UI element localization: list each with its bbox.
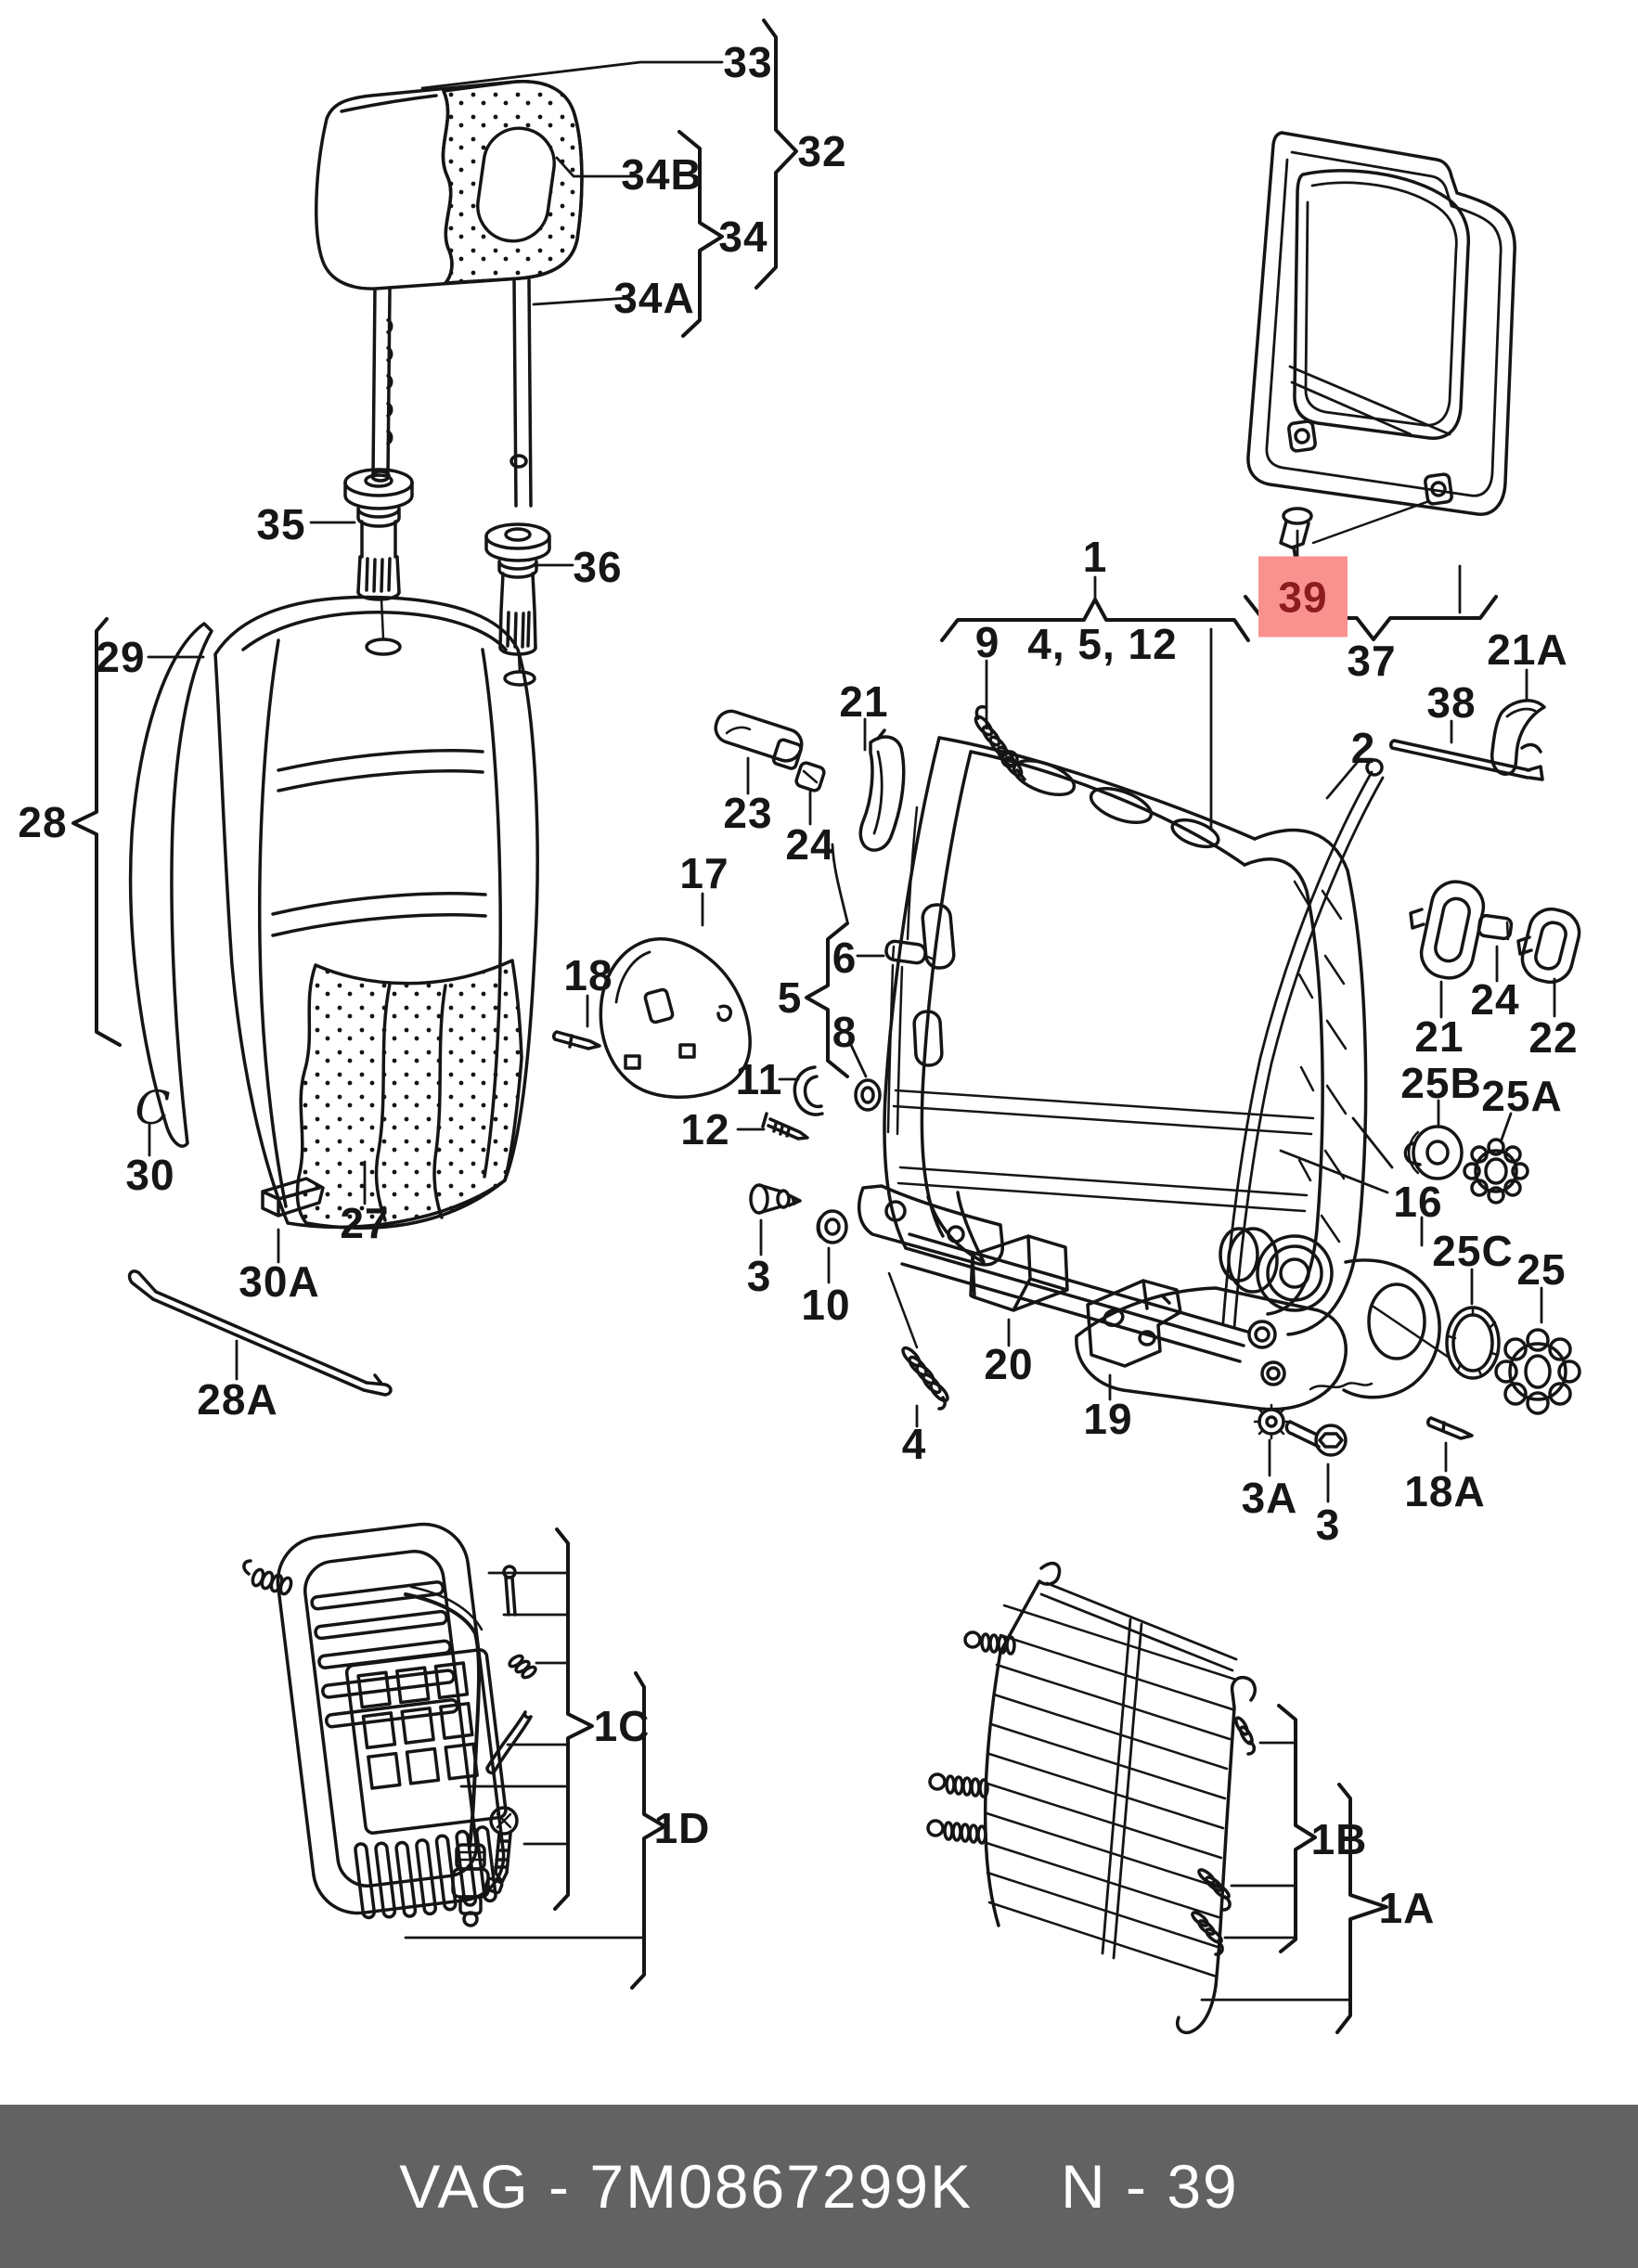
part-label-33[interactable]: 33	[723, 38, 773, 86]
part-label-38[interactable]: 38	[1426, 678, 1477, 727]
headrest-drawing	[316, 82, 582, 506]
part-label-3-left[interactable]: 3	[746, 1252, 772, 1300]
part-label-19[interactable]: 19	[1083, 1395, 1133, 1443]
part-label-4[interactable]: 4	[901, 1420, 927, 1468]
part-label-18[interactable]: 18	[563, 951, 613, 999]
part-label-10[interactable]: 10	[801, 1281, 851, 1329]
spacer-24-right-drawing	[1478, 915, 1513, 940]
bolt-3-right-drawing	[1286, 1422, 1346, 1455]
footer-part-code: VAG - 7M0867299K	[399, 2152, 974, 2221]
clip-11-drawing	[794, 1067, 822, 1115]
part-label-6[interactable]: 6	[832, 934, 858, 982]
part-label-34[interactable]: 34	[718, 213, 768, 261]
knob-25b-drawing	[1405, 1127, 1462, 1179]
footer-bar	[0, 2105, 1638, 2268]
part-label-23[interactable]: 23	[723, 789, 773, 837]
part-label-1C[interactable]: 1C	[593, 1702, 651, 1750]
part-label-4-5-12[interactable]: 4, 5, 12	[1027, 620, 1178, 668]
spring-4-drawing	[889, 1273, 950, 1409]
side-panel-17-drawing	[600, 939, 750, 1098]
part-label-1B[interactable]: 1B	[1310, 1815, 1368, 1863]
knob-25a-drawing	[1464, 1140, 1528, 1203]
part-label-25B[interactable]: 25B	[1400, 1059, 1482, 1107]
part-label-28[interactable]: 28	[18, 798, 68, 846]
part-label-18A[interactable]: 18A	[1404, 1467, 1486, 1515]
rod-38-drawing	[1391, 741, 1542, 780]
part-label-2[interactable]: 2	[1350, 724, 1376, 772]
part-label-1D[interactable]: 1D	[653, 1804, 711, 1852]
part-label-25C[interactable]: 25C	[1432, 1227, 1514, 1275]
part-label-25A[interactable]: 25A	[1481, 1072, 1563, 1120]
footer-sheet-ref: N - 39	[1061, 2152, 1239, 2221]
part-label-36[interactable]: 36	[573, 543, 623, 591]
cover-21-left-drawing	[860, 730, 904, 850]
part-label-39[interactable]: 39	[1258, 557, 1348, 638]
pin-18a-drawing	[1428, 1418, 1472, 1438]
part-label-5[interactable]: 5	[777, 973, 803, 1022]
part-label-C[interactable]: C	[135, 1081, 172, 1135]
part-label-22[interactable]: 22	[1528, 1013, 1579, 1062]
part-label-30[interactable]: 30	[125, 1151, 175, 1199]
part-label-3A[interactable]: 3A	[1241, 1474, 1298, 1522]
part-label-1A[interactable]: 1A	[1378, 1884, 1436, 1932]
part-label-37[interactable]: 37	[1347, 637, 1397, 685]
bolt-3-left-drawing	[751, 1185, 800, 1213]
pin-18-drawing	[554, 1032, 600, 1049]
handle-21-right-drawing	[1411, 877, 1488, 982]
key-22-drawing	[1517, 905, 1583, 987]
part-label-34B[interactable]: 34B	[621, 150, 703, 199]
deflector-20-drawing	[971, 1236, 1067, 1310]
part-label-24-left[interactable]: 24	[785, 820, 835, 869]
knob-25-drawing	[1496, 1330, 1580, 1413]
part-label-30A[interactable]: 30A	[239, 1257, 320, 1306]
part-label-32[interactable]: 32	[797, 127, 847, 175]
part-label-3-right[interactable]: 3	[1315, 1501, 1341, 1549]
ring-25c-drawing	[1447, 1308, 1499, 1378]
bushing-8-drawing	[856, 1080, 880, 1110]
clip-39-drawing	[1281, 509, 1311, 559]
part-label-34A[interactable]: 34A	[613, 274, 695, 322]
washer-3a-drawing	[1255, 1405, 1288, 1438]
part-label-17[interactable]: 17	[679, 849, 729, 897]
part-label-21A[interactable]: 21A	[1487, 625, 1568, 674]
part-label-20[interactable]: 20	[984, 1340, 1034, 1388]
part-label-1[interactable]: 1	[1082, 533, 1108, 581]
part-label-35[interactable]: 35	[256, 500, 306, 548]
back-panel-37-drawing	[1248, 133, 1515, 543]
part-label-21-right[interactable]: 21	[1414, 1012, 1464, 1061]
part-label-29[interactable]: 29	[96, 633, 146, 681]
spring-9-drawing	[973, 707, 1025, 780]
part-label-24-right[interactable]: 24	[1470, 975, 1520, 1024]
wire-mat-drawing	[928, 1564, 1255, 2033]
backrest-cushion-drawing	[131, 597, 537, 1228]
lumbar-support-drawing	[244, 1519, 537, 1926]
part-label-21-left[interactable]: 21	[839, 677, 889, 726]
part-label-9[interactable]: 9	[974, 618, 1000, 666]
screw-12-drawing	[763, 1114, 807, 1139]
release-handle-23-drawing	[712, 707, 806, 769]
part-label-8[interactable]: 8	[832, 1008, 858, 1056]
part-label-16[interactable]: 16	[1393, 1178, 1443, 1226]
part-label-11[interactable]: 11	[735, 1055, 783, 1103]
backrest-frame-drawing	[859, 707, 1448, 1410]
part-label-12[interactable]: 12	[680, 1105, 730, 1153]
part-label-25[interactable]: 25	[1516, 1245, 1567, 1294]
spacer-24-left-drawing	[795, 762, 826, 793]
part-label-28A[interactable]: 28A	[197, 1375, 278, 1424]
grommet-10-drawing	[818, 1211, 846, 1243]
part-label-27[interactable]: 27	[340, 1199, 390, 1247]
